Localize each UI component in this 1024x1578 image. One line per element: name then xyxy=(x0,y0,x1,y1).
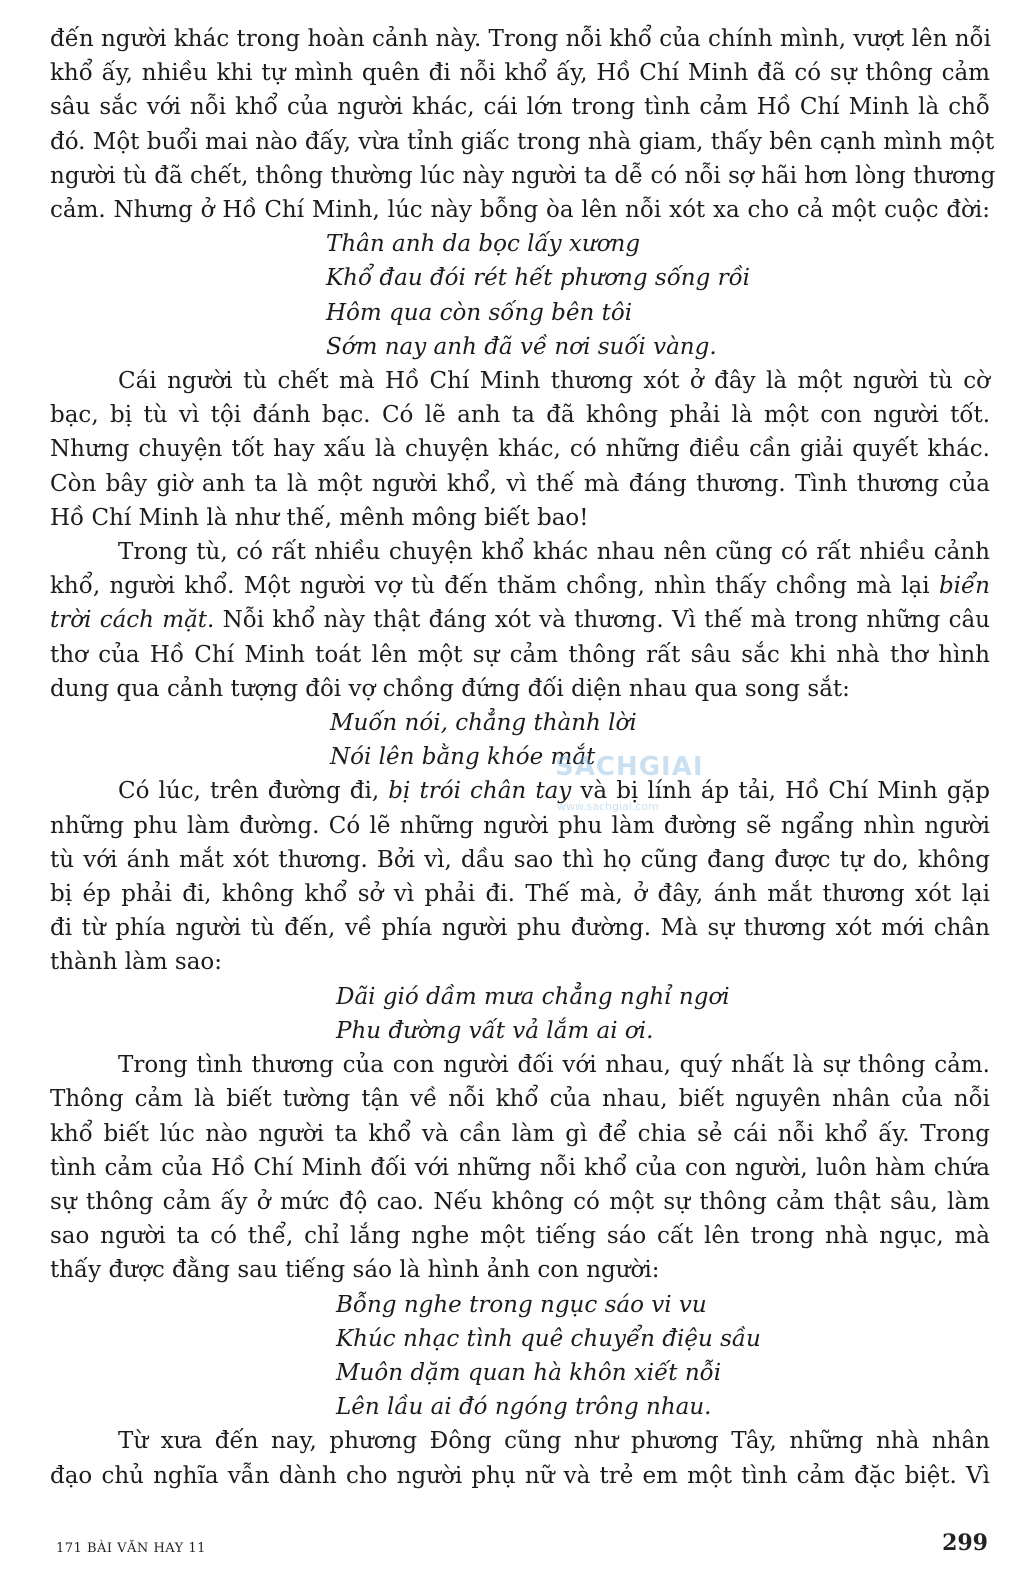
text-line: sự thông cảm ấy ở mức độ cao. Nếu không có một sự thông cảm thật sâu, làm xyxy=(50,1188,990,1215)
paragraph-4 xyxy=(50,774,990,979)
verse-line: Nói lên bằng khóe mắt xyxy=(330,744,596,771)
text-line: khổ ấy, nhiều khi tự mình quên đi nỗi khổ ấy, Hồ Chí Minh đã có sự thông cảm xyxy=(50,60,990,87)
text-line: Hồ Chí Minh là như thế, mênh mông biết bao! xyxy=(50,504,589,531)
verse-line: Lên lầu ai đó ngóng trông nhau. xyxy=(336,1394,712,1421)
verse-line: Khổ đau đói rét hết phương sống rồi xyxy=(326,265,751,292)
text-line: Thông cảm là biết tường tận về nỗi khổ của nhau, biết nguyên nhân của nỗi xyxy=(50,1086,990,1113)
text-line xyxy=(50,603,990,637)
text-line: tù với ánh mắt xót thương. Bởi vì, dầu sao thì họ cũng đang được tự do, không xyxy=(50,846,990,873)
text-run: và bị lính áp tải, Hồ Chí Minh gặp xyxy=(571,778,990,805)
text-line: những phu làm đường. Có lẽ những người phu làm đường sẽ ngẩng nhìn người xyxy=(50,812,990,839)
text-line: thấy được đằng sau tiếng sáo là hình ảnh con người: xyxy=(50,1257,660,1284)
text-line: bạc, bị tù vì tội đánh bạc. Có lẽ anh ta đã không phải là một con người tốt. xyxy=(50,402,990,429)
text-line: người tù đã chết, thông thường lúc này người ta dễ có nỗi sợ hãi hơn lòng thương xyxy=(50,162,996,189)
text-line: Còn bây giờ anh ta là một người khổ, vì thế mà đáng thương. Tình thương của xyxy=(50,470,990,497)
text-line: đó. Một buổi mai nào đấy, vừa tỉnh giấc trong nhà giam, thấy bên cạnh mình một xyxy=(50,128,995,155)
text-line: Từ xưa đến nay, phương Đông cũng như phương Tây, những nhà nhân xyxy=(118,1428,990,1455)
verse-line: Muốn nói, chẳng thành lời xyxy=(330,710,637,737)
text-line: sao người ta có thể, chỉ lắng nghe một tiếng sáo cất lên trong nhà ngục, mà xyxy=(50,1223,990,1250)
italic-run: biển xyxy=(938,573,990,600)
verse-line: Dãi gió dầm mưa chẳng nghỉ ngơi xyxy=(336,983,730,1010)
text-line: Trong tình thương của con người đối với nhau, quý nhất là sự thông cảm. xyxy=(118,1052,990,1079)
verse-line: Khúc nhạc tình quê chuyển điệu sầu xyxy=(336,1325,761,1352)
text-line: đi từ phía người tù đến, về phía người phu đường. Mà sự thương xót mới chân xyxy=(50,915,990,942)
text-line: tình cảm của Hồ Chí Minh đối với những nỗi khổ của con người, luôn hàm chứa xyxy=(50,1154,990,1181)
text-line: Trong tù, có rất nhiều chuyện khổ khác nhau nên cũng có rất nhiều cảnh xyxy=(118,539,990,566)
italic-run: bị trói chân tay xyxy=(388,778,572,805)
verse-line: Hôm qua còn sống bên tôi xyxy=(326,299,633,326)
text-line: cảm. Nhưng ở Hồ Chí Minh, lúc này bỗng òa lên nỗi xót xa cho cả một cuộc đời: xyxy=(50,197,990,224)
text-run: . Nỗi khổ này thật đáng xót và thương. Vì thế mà trong những câu xyxy=(207,607,990,634)
verse-line: Sớm nay anh đã về nơi suối vàng. xyxy=(326,333,717,360)
verse-3 xyxy=(50,980,990,1048)
page-number: 299 xyxy=(942,1530,988,1556)
text-line: sâu sắc với nỗi khổ của người khác, cái lớn trong tình cảm Hồ Chí Minh là chỗ xyxy=(50,94,990,121)
text-line: Cái người tù chết mà Hồ Chí Minh thương xót ở đây là một người tù cờ xyxy=(118,368,990,395)
text-line: Nhưng chuyện tốt hay xấu là chuyện khác, có những điều cần giải quyết khác. xyxy=(50,436,990,463)
verse-1 xyxy=(50,227,990,364)
paragraph-6 xyxy=(50,1424,990,1492)
text-line: đến người khác trong hoàn cảnh này. Trong nỗi khổ của chính mình, vượt lên nỗi xyxy=(50,26,991,52)
verse-line: Bỗng nghe trong ngục sáo vi vu xyxy=(336,1291,707,1318)
text-line: đạo chủ nghĩa vẫn dành cho người phụ nữ và trẻ em một tình cảm đặc biệt. Vì xyxy=(50,1462,990,1489)
watermark-brand: SACHGIAI xyxy=(555,752,704,782)
text-line xyxy=(50,569,990,603)
watermark-url: www.sachgiai.com xyxy=(557,800,659,813)
verse-4 xyxy=(50,1288,990,1425)
book-title-footer: 171 BÀI VĂN HAY 11 xyxy=(56,1541,206,1556)
italic-run: trời cách mặt xyxy=(50,607,208,634)
text-line: thành làm sao: xyxy=(50,949,223,976)
verse-2 xyxy=(50,706,990,774)
text-line: thơ của Hồ Chí Minh toát lên một sự cảm thông rất sâu sắc khi nhà thơ hình xyxy=(50,641,990,668)
verse-line: Phu đường vất vả lắm ai ơi. xyxy=(336,1017,654,1044)
text-line: khổ biết lúc nào người ta khổ và cần làm gì để chia sẻ cái nỗi khổ ấy. Trong xyxy=(50,1120,990,1147)
text-line: dung qua cảnh tượng đôi vợ chồng đứng đối diện nhau qua song sắt: xyxy=(50,675,850,702)
verse-line: Thân anh da bọc lấy xương xyxy=(326,231,641,258)
page-body xyxy=(50,22,996,1493)
text-line xyxy=(50,774,990,808)
verse-line: Muôn dặm quan hà khôn xiết nỗi xyxy=(336,1359,722,1386)
text-run: khổ, người khổ. Một người vợ tù đến thăm chồng, nhìn thấy chồng mà lại xyxy=(50,573,939,600)
text-run: Có lúc, trên đường đi, xyxy=(118,778,389,805)
paragraph-2 xyxy=(50,364,990,535)
text-line: bị ép phải đi, không khổ sở vì phải đi. Thế mà, ở đây, ánh mắt thương xót lại xyxy=(50,881,990,908)
paragraph-3 xyxy=(50,535,990,706)
paragraph-5 xyxy=(50,1048,990,1287)
paragraph-1 xyxy=(50,22,996,227)
